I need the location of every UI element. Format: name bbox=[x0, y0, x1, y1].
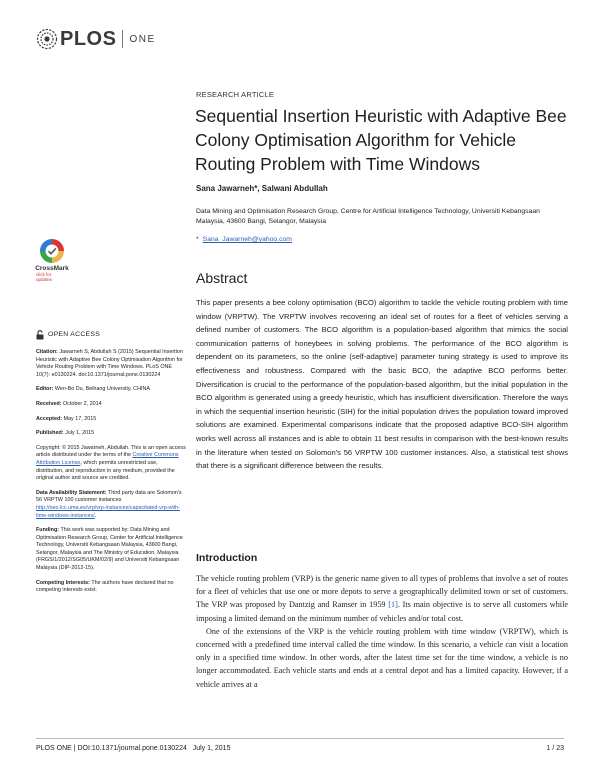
copyright-text: Copyright: © 2015 Jawarneh, Abdullah. This is an open access article distributed under the terms of the bbox=[36, 444, 186, 459]
competing-interests-label: Competing Interests: bbox=[36, 579, 90, 586]
published-block bbox=[36, 430, 186, 438]
accepted-label: Accepted: bbox=[36, 415, 63, 422]
published-label: Published: bbox=[36, 430, 64, 437]
intro-paragraph-1 bbox=[196, 572, 568, 625]
open-lock-icon bbox=[36, 330, 44, 340]
plos-logo-icon bbox=[36, 28, 58, 50]
intro-paragraph-2: One of the extensions of the VRP is the vehicle routing problem with time window (VRPTW), which is concerned with a predefined time interval called the time window. In this scenario, a vehicle can visit a location only in a specified time window. In other words, after the latest time set for the time window, a vehicle is no longer accommodated. Each vehicle starts and ends at a central depot and has a limited capacity. However, if a vehicle arrives at a bbox=[196, 626, 568, 689]
copyright-block bbox=[36, 445, 186, 483]
competing-interests-block bbox=[36, 580, 186, 595]
open-access-label: OPEN ACCESS bbox=[48, 331, 101, 339]
competing-interests-text: The authors have declared that no competing interests exist. bbox=[36, 579, 174, 594]
editor-block bbox=[36, 386, 186, 394]
data-availability-label: Data Availability Statement: bbox=[36, 489, 107, 496]
crossmark-badge[interactable] bbox=[36, 238, 68, 282]
data-link[interactable]: http://neo.lcc.uma.es/vrp/vrp-instances/capacitated-vrp-with-time-windows-instances/ bbox=[36, 504, 180, 519]
plos-one-logo[interactable] bbox=[36, 28, 156, 50]
crossmark-icon bbox=[39, 238, 65, 264]
received-label: Received: bbox=[36, 400, 62, 407]
accepted-date: May 17, 2015 bbox=[63, 415, 97, 422]
article-metadata-sidebar bbox=[36, 330, 186, 602]
footer-doi: PLOS ONE | DOI:10.1371/journal.pone.0130224 bbox=[36, 745, 187, 752]
reference-link-1[interactable]: [1] bbox=[388, 600, 398, 610]
email-link[interactable]: Sana_Jawarneh@yahoo.com bbox=[202, 236, 292, 243]
introduction-heading: Introduction bbox=[196, 552, 258, 564]
citation-text: Jawarneh S, Abdullah S (2015) Sequential Insertion Heuristic with Adaptive Bee Colony Optimisation Algorithm for Vehicle Routing Problem with Time Windows. PLoS ONE 10(7): e0130224. doi:10.1371/journal.pone.0130224 bbox=[36, 349, 183, 378]
license-link[interactable]: Creative Commons Attribution License bbox=[36, 452, 179, 466]
accepted-block bbox=[36, 416, 186, 424]
logo-divider bbox=[122, 30, 123, 48]
copyright-text-end: , which permits unrestricted use, distribution, and reproduction in any medium, provided the original author and source are credited. bbox=[36, 459, 175, 482]
footer-journal-doi bbox=[36, 745, 230, 752]
abstract-text: This paper presents a bee colony optimisation (BCO) algorithm to tackle the vehicle routing problem with time window (VRPTW). The VRPTW involves recovering an ideal set of routes for a fleet of vehicles serving a defined number of customers. The BCO algorithm is a population-based algorithm that mimics the social communication patterns of honeybees in solving problems. The performance of the BCO algorithm is dependent on its parameters, so the online (self-adaptive) parameter tuning strategy is used to improve its effectiveness and robustness. Compared with the basic BCO, the adaptive BCO performs better. Diversification is crucial to the performance of the population-based algorithm, but the initial population in the BCO algorithm is generated using a greedy heuristic, which has insufficient diversification. Therefore the ways in which the sequential insertion heuristic (SIH) for the initial population drives the population toward improved solutions are examined. Experimental comparisons indicate that the proposed adaptive BCO-SIH algorithm works well across all instances and is able to obtain 11 best results in comparison with the best-known results in the literature when tested on Solomon's 56 VRPTW 100 customer instances. Also, a statistical test shows that there is a significant difference between the results. bbox=[196, 298, 568, 471]
funding-label: Funding: bbox=[36, 527, 60, 534]
article-title: Sequential Insertion Heuristic with Adaptive Bee Colony Optimisation Algorithm for Vehicle Routing Problem with Time Windows bbox=[195, 106, 567, 174]
intro-p1-text: The vehicle routing problem (VRP) is the generic name given to all types of problems that involve a set of routes for a fleet of vehicles that use one or more depots to serve a geographically delimited town or set of customers. The VRP was proposed by Dantzig and Ramser in 1959 bbox=[196, 574, 568, 610]
page-number: 1 / 23 bbox=[546, 745, 564, 752]
brand-name: PLOS bbox=[60, 27, 117, 50]
funding-text: This work was supported by: Data Mining and Optimisation Research Group, Center for Artificial Intelligence Technology, Universiti Kebangsaan Malaysia, 43600 Bangi, Selangor, Malaysia and The Ministry of Education, Malaysia (FRGS/1/2012/SG05/UKM/02/9) and Universiti Kebangsaan Malaysia (DIP-2012-15). bbox=[36, 527, 183, 572]
intro-p1-text-end: . Its main objective is to serve all customers while imposing a limited demand on the minimum number of vehicles and/or total cost. bbox=[196, 600, 568, 623]
journal-name: ONE bbox=[129, 33, 156, 45]
data-availability-end: . bbox=[94, 512, 97, 519]
received-date: October 2, 2014 bbox=[62, 400, 102, 407]
data-availability-text: Third party data are Solomon's 56 VRPTW 100 customer instances bbox=[36, 489, 182, 504]
email-marker: * bbox=[196, 236, 199, 243]
introduction-body bbox=[196, 572, 568, 691]
editor-label: Editor: bbox=[36, 386, 54, 393]
published-date: July 1, 2015 bbox=[65, 430, 95, 437]
funding-block bbox=[36, 527, 186, 573]
citation-block bbox=[36, 349, 186, 379]
footer-date: July 1, 2015 bbox=[192, 745, 231, 752]
crossmark-sublabel: click for updates bbox=[36, 272, 53, 282]
abstract-heading: Abstract bbox=[196, 270, 248, 286]
citation-label: Citation: bbox=[36, 349, 58, 355]
affiliation: Data Mining and Optimisation Research Group, Centre for Artificial Intelligence Technology, Universiti Kebangsaan Malaysia, 43600 Bangi, Selangor, Malaysia bbox=[196, 208, 540, 225]
editor-text: Wen-Bo Du, Beihang University, CHINA bbox=[54, 386, 150, 393]
author-list: Sana Jawarneh*, Salwani Abdullah bbox=[196, 184, 328, 193]
page-footer bbox=[36, 738, 564, 752]
data-availability-block bbox=[36, 490, 186, 520]
received-block bbox=[36, 401, 186, 409]
article-type: RESEARCH ARTICLE bbox=[196, 90, 275, 99]
open-access-badge bbox=[36, 330, 186, 340]
corresponding-email bbox=[196, 236, 292, 243]
crossmark-label: CrossMark bbox=[35, 265, 69, 272]
